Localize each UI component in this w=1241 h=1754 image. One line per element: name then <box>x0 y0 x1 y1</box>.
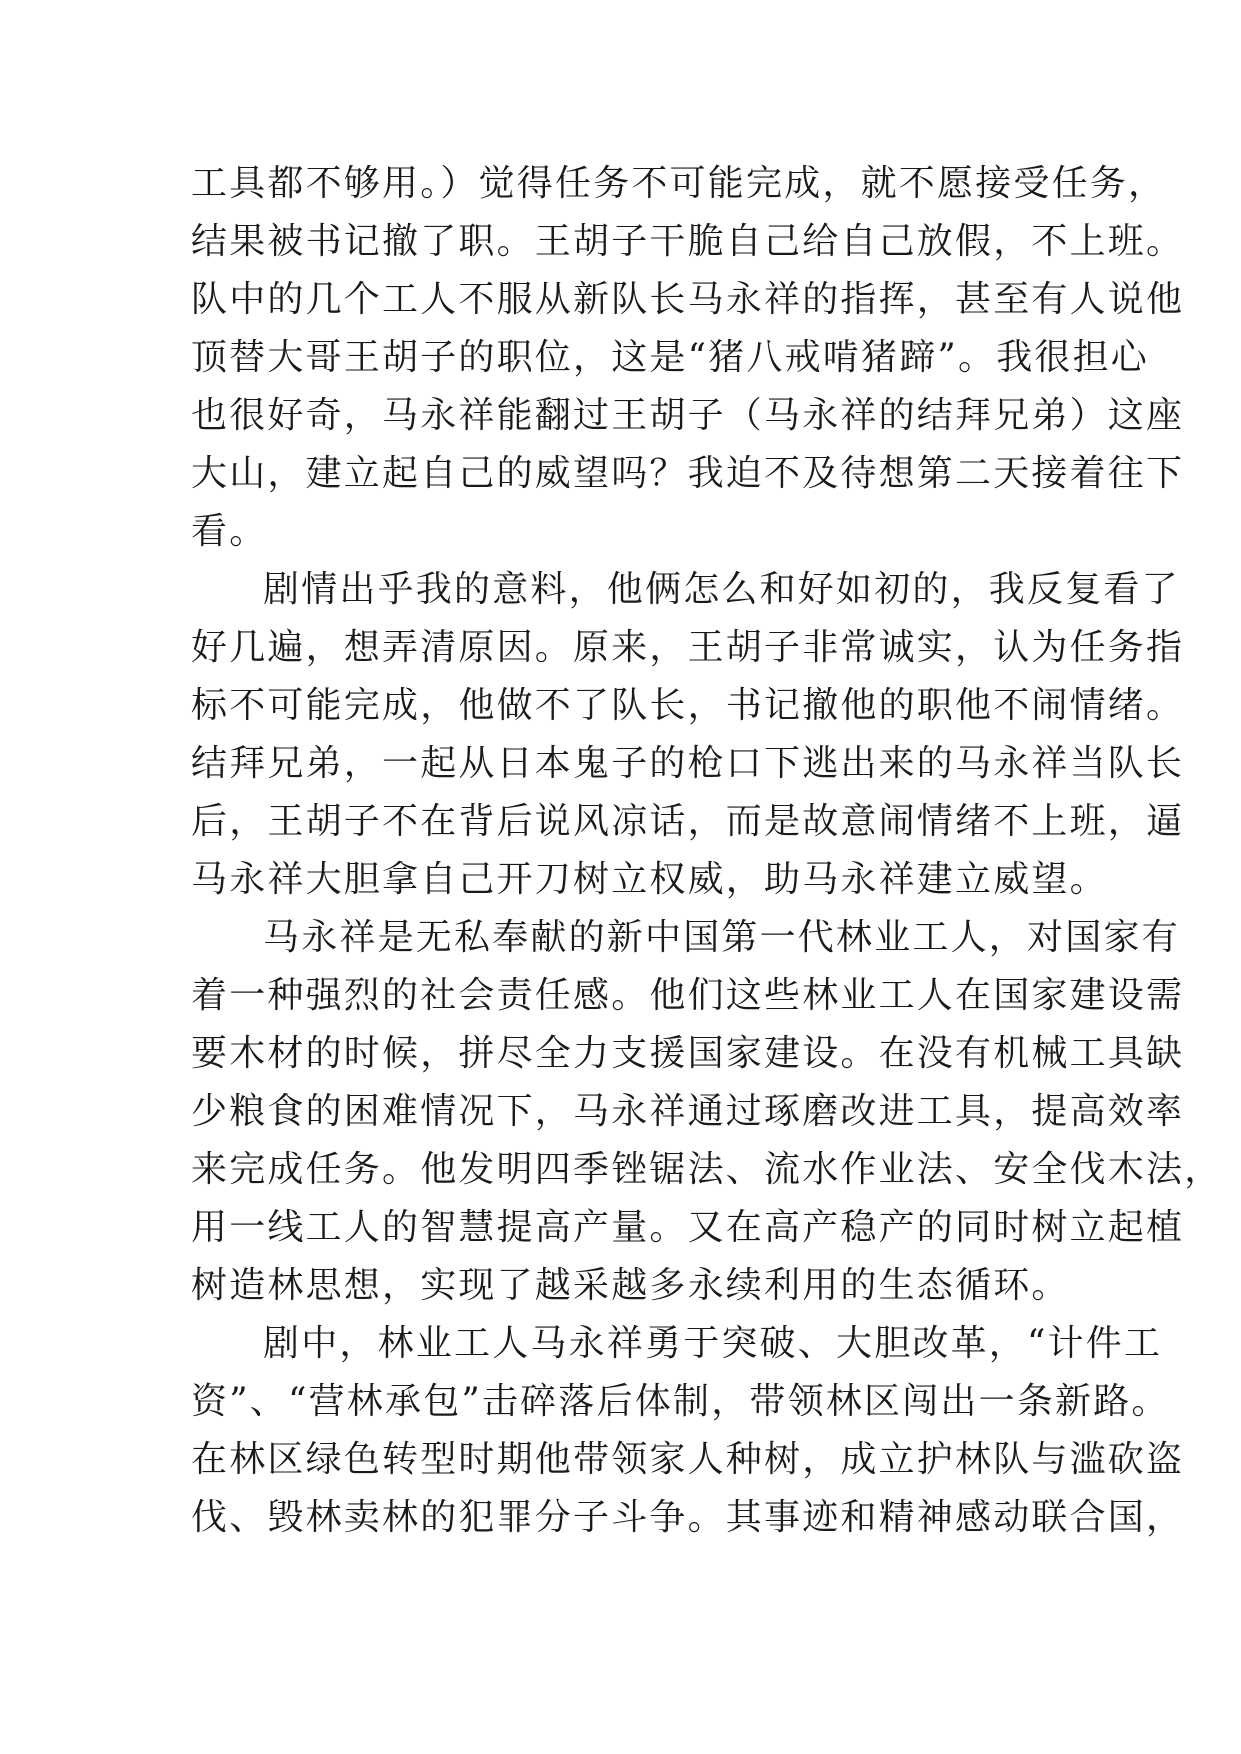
text-line: 结果被书记撤了职。王胡子干脆自己给自己放假，不上班。 <box>191 221 1185 262</box>
body-text <box>191 155 1223 1547</box>
text-line: 结拜兄弟，一起从日本鬼子的枪口下逃出来的马永祥当队长 <box>191 743 1185 784</box>
text-line: 少粮食的困难情况下，马永祥通过琢磨改进工具，提高效率 <box>191 1091 1185 1132</box>
text-line: 来完成任务。他发明四季锉锯法、流水作业法、安全伐木法， <box>191 1149 1223 1190</box>
text-line: 工具都不够用。）觉得任务不可能完成，就不愿接受任务， <box>191 163 1167 204</box>
text-line: 马永祥大胆拿自己开刀树立权威，助马永祥建立威望。 <box>191 859 1108 900</box>
text-line: 好几遍，想弄清原因。原来，王胡子非常诚实，认为任务指 <box>191 627 1185 668</box>
text-line: 用一线工人的智慧提高产量。又在高产稳产的同时树立起植 <box>191 1207 1185 1248</box>
text-line: 标不可能完成，他做不了队长，书记撤他的职他不闹情绪。 <box>191 685 1185 726</box>
text-line: 着一种强烈的社会责任感。他们这些林业工人在国家建设需 <box>191 975 1185 1016</box>
paragraph-first-line: 剧情出乎我的意料，他俩怎么和好如初的，我反复看了 <box>263 569 1180 610</box>
text-line: 也很好奇，马永祥能翻过王胡子（马永祥的结拜兄弟）这座 <box>191 395 1185 436</box>
text-line: 顶替大哥王胡子的职位，这是“猪八戒啃猪蹄”。我很担心 <box>191 337 1150 378</box>
text-line: 大山，建立起自己的威望吗？我迫不及待想第二天接着往下 <box>191 453 1185 494</box>
paragraph-first-line: 剧中，林业工人马永祥勇于突破、大胆改革，“计件工 <box>263 1323 1163 1364</box>
paragraph-first-line: 马永祥是无私奉献的新中国第一代林业工人，对国家有 <box>263 917 1180 958</box>
text-line: 队中的几个工人不服从新队长马永祥的指挥，甚至有人说他 <box>191 279 1185 320</box>
text-line: 后，王胡子不在背后说风凉话，而是故意闹情绪不上班，逼 <box>191 801 1185 842</box>
text-line: 看。 <box>191 511 268 552</box>
text-line: 树造林思想，实现了越采越多永续利用的生态循环。 <box>191 1265 1070 1306</box>
text-line: 资”、“营林承包”击碎落后体制，带领林区闯出一条新路。 <box>191 1381 1170 1422</box>
text-line: 要木材的时候，拼尽全力支援国家建设。在没有机械工具缺 <box>191 1033 1185 1074</box>
text-line: 伐、毁林卖林的犯罪分子斗争。其事迹和精神感动联合国， <box>191 1497 1185 1538</box>
text-line: 在林区绿色转型时期他带领家人种树，成立护林队与滥砍盗 <box>191 1439 1185 1480</box>
